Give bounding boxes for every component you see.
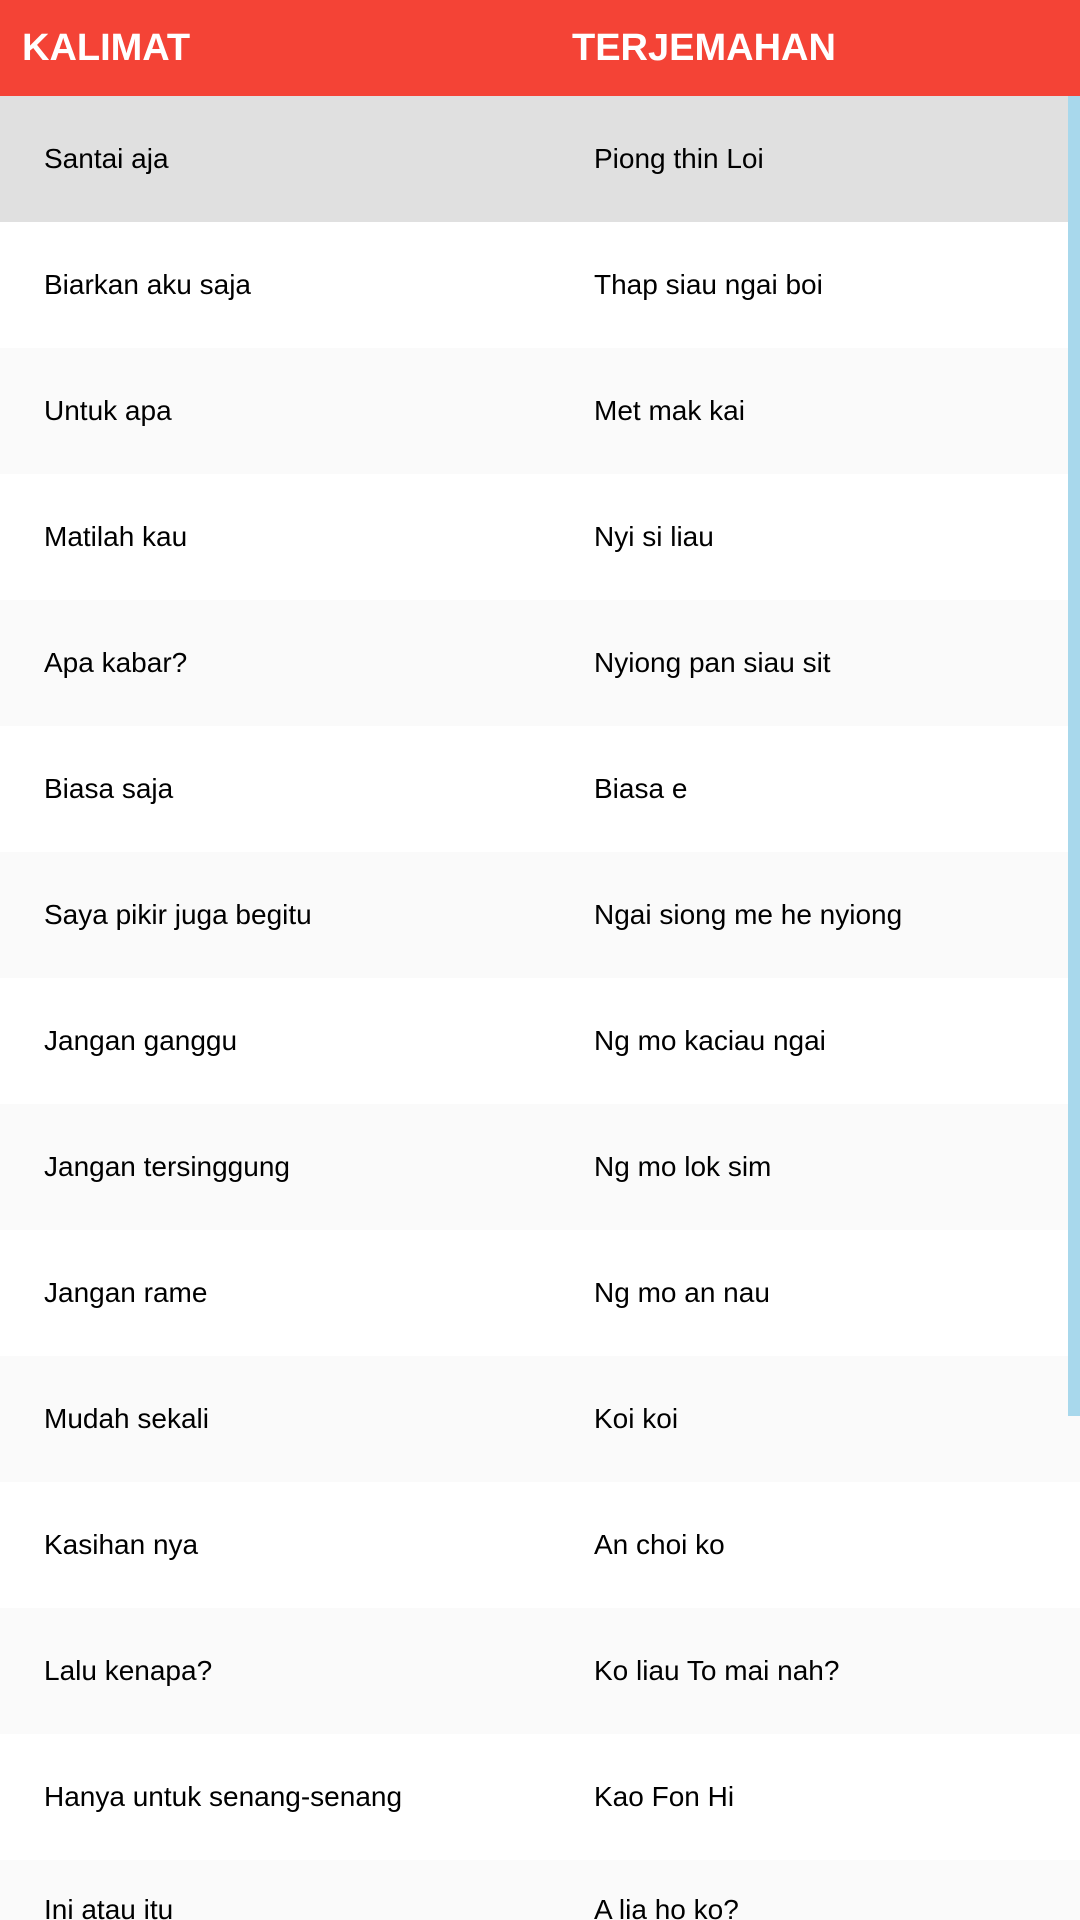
kalimat-text: Jangan ganggu (44, 1025, 238, 1056)
list-item[interactable] (0, 978, 1080, 1104)
kalimat-text: Untuk apa (44, 395, 172, 426)
list-item[interactable] (0, 1482, 1080, 1608)
kalimat-text: Matilah kau (44, 521, 188, 552)
list-item[interactable] (0, 600, 1080, 726)
list-item[interactable] (0, 348, 1080, 474)
kalimat-text: Lalu kenapa? (44, 1655, 213, 1686)
kalimat-text: Kasihan nya (44, 1529, 199, 1560)
terjemahan-text: Ngai siong me he nyiong (594, 899, 903, 930)
list-item[interactable] (0, 1356, 1080, 1482)
terjemahan-text: Ng mo lok sim (594, 1151, 772, 1182)
terjemahan-text: Piong thin Loi (594, 143, 764, 174)
terjemahan-text: Ko liau To mai nah? (594, 1655, 840, 1686)
kalimat-text: Jangan tersinggung (44, 1151, 290, 1182)
kalimat-text: Santai aja (44, 143, 169, 174)
list-item[interactable] (0, 1734, 1080, 1860)
kalimat-text: Hanya untuk senang-senang (44, 1781, 403, 1812)
list-item[interactable] (0, 1608, 1080, 1734)
terjemahan-text: A lia ho ko? (594, 1894, 739, 1920)
terjemahan-text: Nyi si liau (594, 521, 714, 552)
list-item[interactable] (0, 726, 1080, 852)
list-item[interactable] (0, 852, 1080, 978)
terjemahan-text: Ng mo kaciau ngai (594, 1025, 826, 1056)
kalimat-text: Ini atau itu (44, 1894, 174, 1920)
terjemahan-text: Biasa e (594, 773, 688, 804)
kalimat-text: Biarkan aku saja (44, 269, 252, 300)
list-item[interactable] (0, 1104, 1080, 1230)
kalimat-text: Jangan rame (44, 1277, 208, 1308)
list-item[interactable] (0, 222, 1080, 348)
kalimat-text: Mudah sekali (44, 1403, 209, 1434)
column-header-terjemahan: TERJEMAHAN (572, 26, 836, 69)
scrollbar[interactable] (1068, 96, 1080, 1416)
terjemahan-text: Ng mo an nau (594, 1277, 770, 1308)
kalimat-text: Biasa saja (44, 773, 174, 804)
list-item[interactable] (0, 474, 1080, 600)
table-header (0, 0, 1080, 96)
terjemahan-text: Met mak kai (594, 395, 745, 426)
terjemahan-text: Thap siau ngai boi (594, 269, 823, 300)
terjemahan-text: Kao Fon Hi (594, 1781, 735, 1812)
list-item[interactable] (0, 1860, 1080, 1920)
terjemahan-text: An choi ko (594, 1529, 725, 1560)
column-header-kalimat: KALIMAT (22, 26, 191, 69)
kalimat-text: Apa kabar? (44, 647, 188, 678)
terjemahan-text: Koi koi (594, 1403, 679, 1434)
list-item[interactable] (0, 1230, 1080, 1356)
list-item[interactable] (0, 96, 1080, 222)
kalimat-text: Saya pikir juga begitu (44, 899, 312, 930)
terjemahan-text: Nyiong pan siau sit (594, 647, 831, 678)
phrase-list[interactable] (0, 96, 1080, 1920)
